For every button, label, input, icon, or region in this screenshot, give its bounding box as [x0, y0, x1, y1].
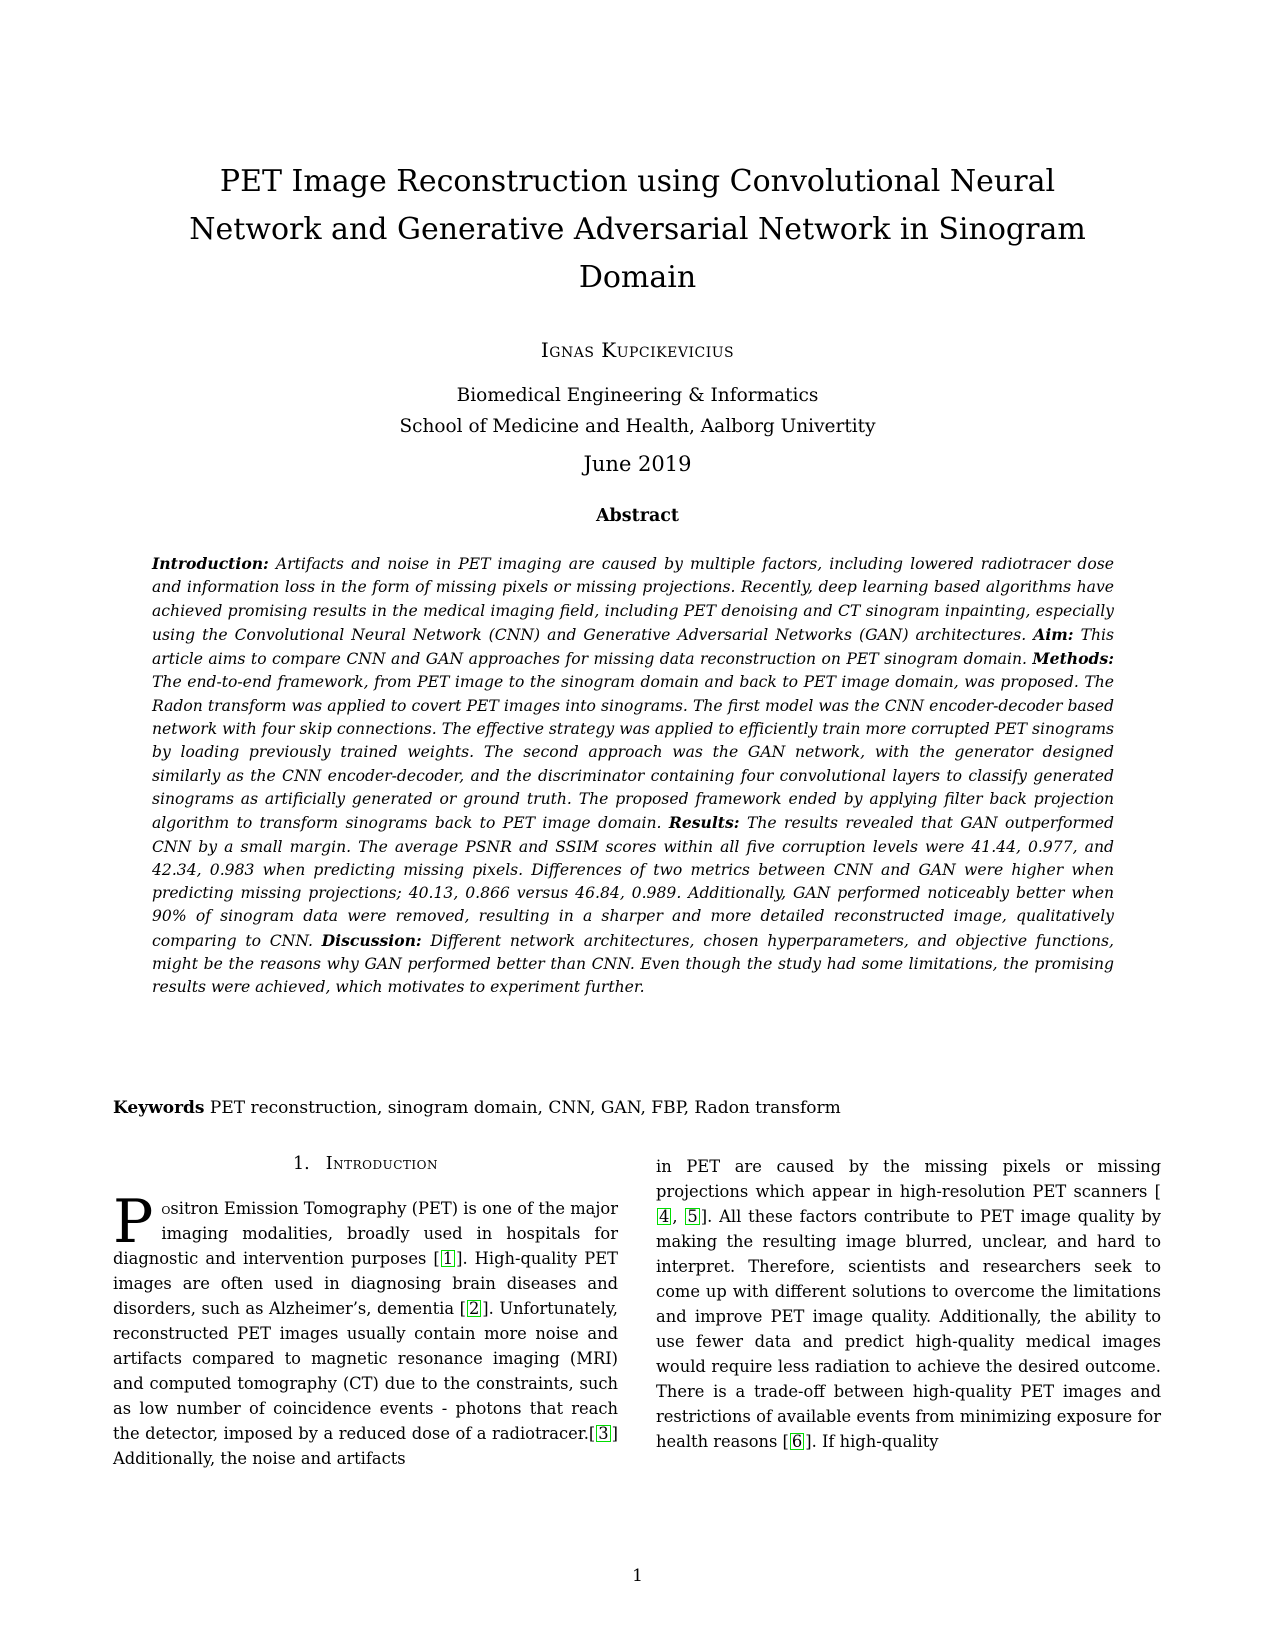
citation-ref-6[interactable]: 6	[791, 1432, 803, 1451]
drop-cap: P	[113, 1187, 154, 1257]
keywords	[113, 1098, 1162, 1118]
citation-ref-5[interactable]: 5	[687, 1207, 698, 1226]
paper-title-line-2: Network and Generative Adversarial Network in Sinogram	[189, 212, 1086, 247]
publication-date: June 2019	[583, 452, 692, 476]
right-column	[656, 1150, 1161, 1471]
two-column-body	[113, 1150, 1162, 1471]
left-column	[113, 1150, 618, 1471]
affiliation	[0, 380, 1275, 442]
abstract-section-label: Aim:	[1033, 624, 1074, 644]
abstract-section-label: Results:	[668, 813, 740, 833]
page-number: 1	[632, 1566, 643, 1586]
section-1-title: Introduction	[325, 1154, 438, 1174]
citation-ref-2[interactable]: 2	[468, 1299, 480, 1318]
abstract-section-label: Discussion:	[321, 930, 422, 950]
keywords-list: PET reconstruction, sinogram domain, CNN, GAN, FBP, Radon transform	[204, 1098, 841, 1118]
citation-ref-4[interactable]: 4	[659, 1207, 670, 1226]
abstract-heading: Abstract	[595, 506, 680, 526]
affiliation-department: Biomedical Engineering & Informatics	[456, 385, 819, 406]
section-1-number: 1.	[293, 1154, 310, 1174]
intro-paragraph-right: in PET are caused by the missing pixels or missing projections which appear in high-resolution PET scanners [4 , 5 ]. All these factors contribute to PET image quality by making the resulting image blurred, unclear, and hard to interpret. Therefore, scientists and researchers seek to come up with different solutions to overcome the limitations and improve PET image quality. Additionally, the ability to use fewer data and predict high-quality medical images would require less radiation to achieve the desired outcome. There is a trade-off between high-quality PET images and restrictions of available events from minimizing exposure for health reasons [ 6 ]. If high-quality	[656, 1157, 1161, 1451]
citation-ref-1[interactable]: 1	[442, 1249, 454, 1268]
abstract-section-label: Methods:	[1032, 649, 1114, 669]
paper-title	[0, 158, 1275, 302]
section-1-heading	[113, 1154, 618, 1174]
intro-paragraph-left	[113, 1187, 618, 1471]
affiliation-school: School of Medicine and Health, Aalborg Univertity	[399, 416, 876, 437]
paper-title-line-3: Domain	[578, 260, 697, 295]
citation-ref-3[interactable]: 3	[598, 1424, 609, 1443]
intro-paragraph-left-text: ositron Emission Tomography (PET) is one of the major imaging modalities, broadly used in hospitals for diagnostic and intervention purposes [ 1 ]. High-quality PET images are often used in diagnosing brain diseases and disorders, such as Alzheimer’s, dementia [ 2 ]. Unfortunately, reconstructed PET images usually contain more noise and artifacts compared to magnetic resonance imaging (MRI) and computed tomography (CT) due to the constraints, such as low number of coincidence events - photons that reach the detector, imposed by a reduced dose of a radiotracer.[ 3 ] Additionally, the noise and artifacts	[113, 1199, 618, 1468]
abstract-section-label: Introduction:	[152, 554, 269, 573]
small-caps-letter: o	[161, 1199, 171, 1218]
abstract-text: Introduction: Artifacts and noise in PET imaging are caused by multiple factors, including lowered radiotracer dose and information loss in the form of missing pixels or missing projections. Recently, deep learning based algorithms have achieved promising results in the medical imaging field, including PET denoising and CT sinogram inpainting, especially using the Convolutional Neural Network (CNN) and Generative Adversarial Networks (GAN) architectures. Aim: This article aims to compare CNN and GAN approaches for missing data reconstruction on PET sinogram domain. Methods: The end-to-end framework, from PET image to the sinogram domain and back to PET image domain, was proposed. The Radon transform was applied to covert PET images into sinograms. The first model was the CNN encoder-decoder based network with four skip connections. The effective strategy was applied to efficiently train more corrupted PET sinograms by loading previously trained weights. The second approach was the GAN network, with the generator designed similarly as the CNN encoder-decoder, and the discriminator containing four convolutional layers to classify generated sinograms as artificially generated or ground truth. The proposed framework ended by applying filter back projection algorithm to transform sinograms back to PET image domain. Results: The results revealed that GAN outperformed CNN by a small margin. The average PSNR and SSIM scores within all five corruption levels were 41.44, 0.977, and 42.34, 0.983 when predicting missing pixels. Differences of two metrics between CNN and GAN were higher when predicting missing projections; 40.13, 0.866 versus 46.84, 0.989. Additionally, GAN performed noticeably better when 90% of sinogram data were removed, resulting in a sharper and more detailed reconstructed image, qualitatively comparing to CNN. Discussion: Different network architectures, chosen hyperparameters, and objective functions, might be the reasons why GAN performed better than CNN. Even though the study had some limitations, the promising results were achieved, which motivates to experiment further.	[152, 554, 1115, 997]
author-name: Ignas Kupcikevicius	[540, 338, 735, 362]
keywords-label: Keywords	[113, 1098, 205, 1118]
paper-title-line-1: PET Image Reconstruction using Convolutional Neural	[219, 164, 1056, 199]
